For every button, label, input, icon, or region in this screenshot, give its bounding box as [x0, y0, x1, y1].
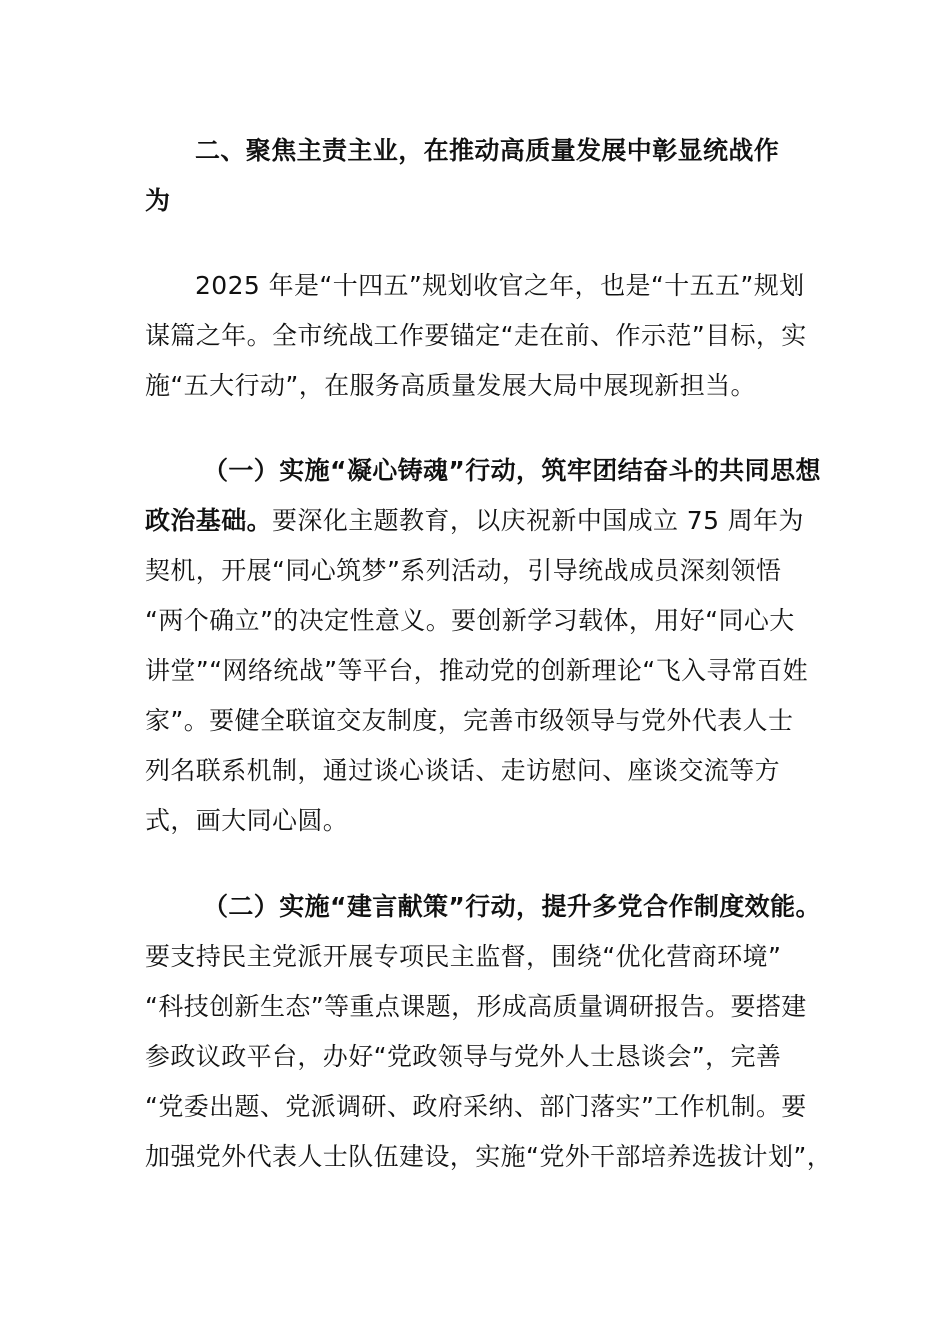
subsection2-line2: 要支持民主党派开展专项民主监督，围绕“优化营商环境” [145, 942, 782, 971]
subsection1-line4: “两个确立”的决定性意义。要创新学习载体，用好“同心大 [145, 606, 795, 635]
intro-line1: 2025 年是“十四五”规划收官之年，也是“十五五”规划 [195, 271, 805, 300]
subsection1-line2-text: 要深化主题教育，以庆祝新中国成立 75 周年为 [272, 506, 804, 535]
subsection1-line8: 式，画大同心圆。 [145, 806, 349, 835]
section-heading-line2: 为 [145, 186, 171, 215]
subsection1-line3: 契机，开展“同心筑梦”系列活动，引导统战成员深刻领悟 [145, 556, 782, 585]
subsection2-line4: 参政议政平台，办好“党政领导与党外人士恳谈会”，完善 [145, 1042, 782, 1071]
subsection1-line5: 讲堂”“网络统战”等平台，推动党的创新理论“飞入寻常百姓 [145, 656, 809, 685]
subsection2-line5: “党委出题、党派调研、政府采纳、部门落实”工作机制。要 [145, 1092, 807, 1121]
intro-line2: 谋篇之年。全市统战工作要锚定“走在前、作示范”目标，实 [145, 321, 807, 350]
intro-line3: 施“五大行动”，在服务高质量发展大局中展现新担当。 [145, 371, 756, 400]
subsection1-title-line1: （一）实施“凝心铸魂”行动，筑牢团结奋斗的共同思想 [203, 456, 821, 485]
subsection2-line3: “科技创新生态”等重点课题，形成高质量调研报告。要搭建 [145, 992, 807, 1021]
subsection1-line6: 家”。要健全联谊交友制度，完善市级领导与党外代表人士 [145, 706, 794, 735]
subsection1-title-line2: 政治基础。 [145, 506, 273, 535]
subsection1-line7: 列名联系机制，通过谈心谈话、走访慰问、座谈交流等方 [145, 756, 781, 785]
subsection2-title-line1: （二）实施“建言献策”行动，提升多党合作制度效能。 [203, 892, 821, 921]
subsection1-line2 [145, 504, 804, 538]
subsection2-line6: 加强党外代表人士队伍建设，实施“党外干部培养选拔计划”， [145, 1142, 833, 1171]
section-heading-line1: 二、聚焦主责主业，在推动高质量发展中彰显统战作 [195, 136, 780, 165]
